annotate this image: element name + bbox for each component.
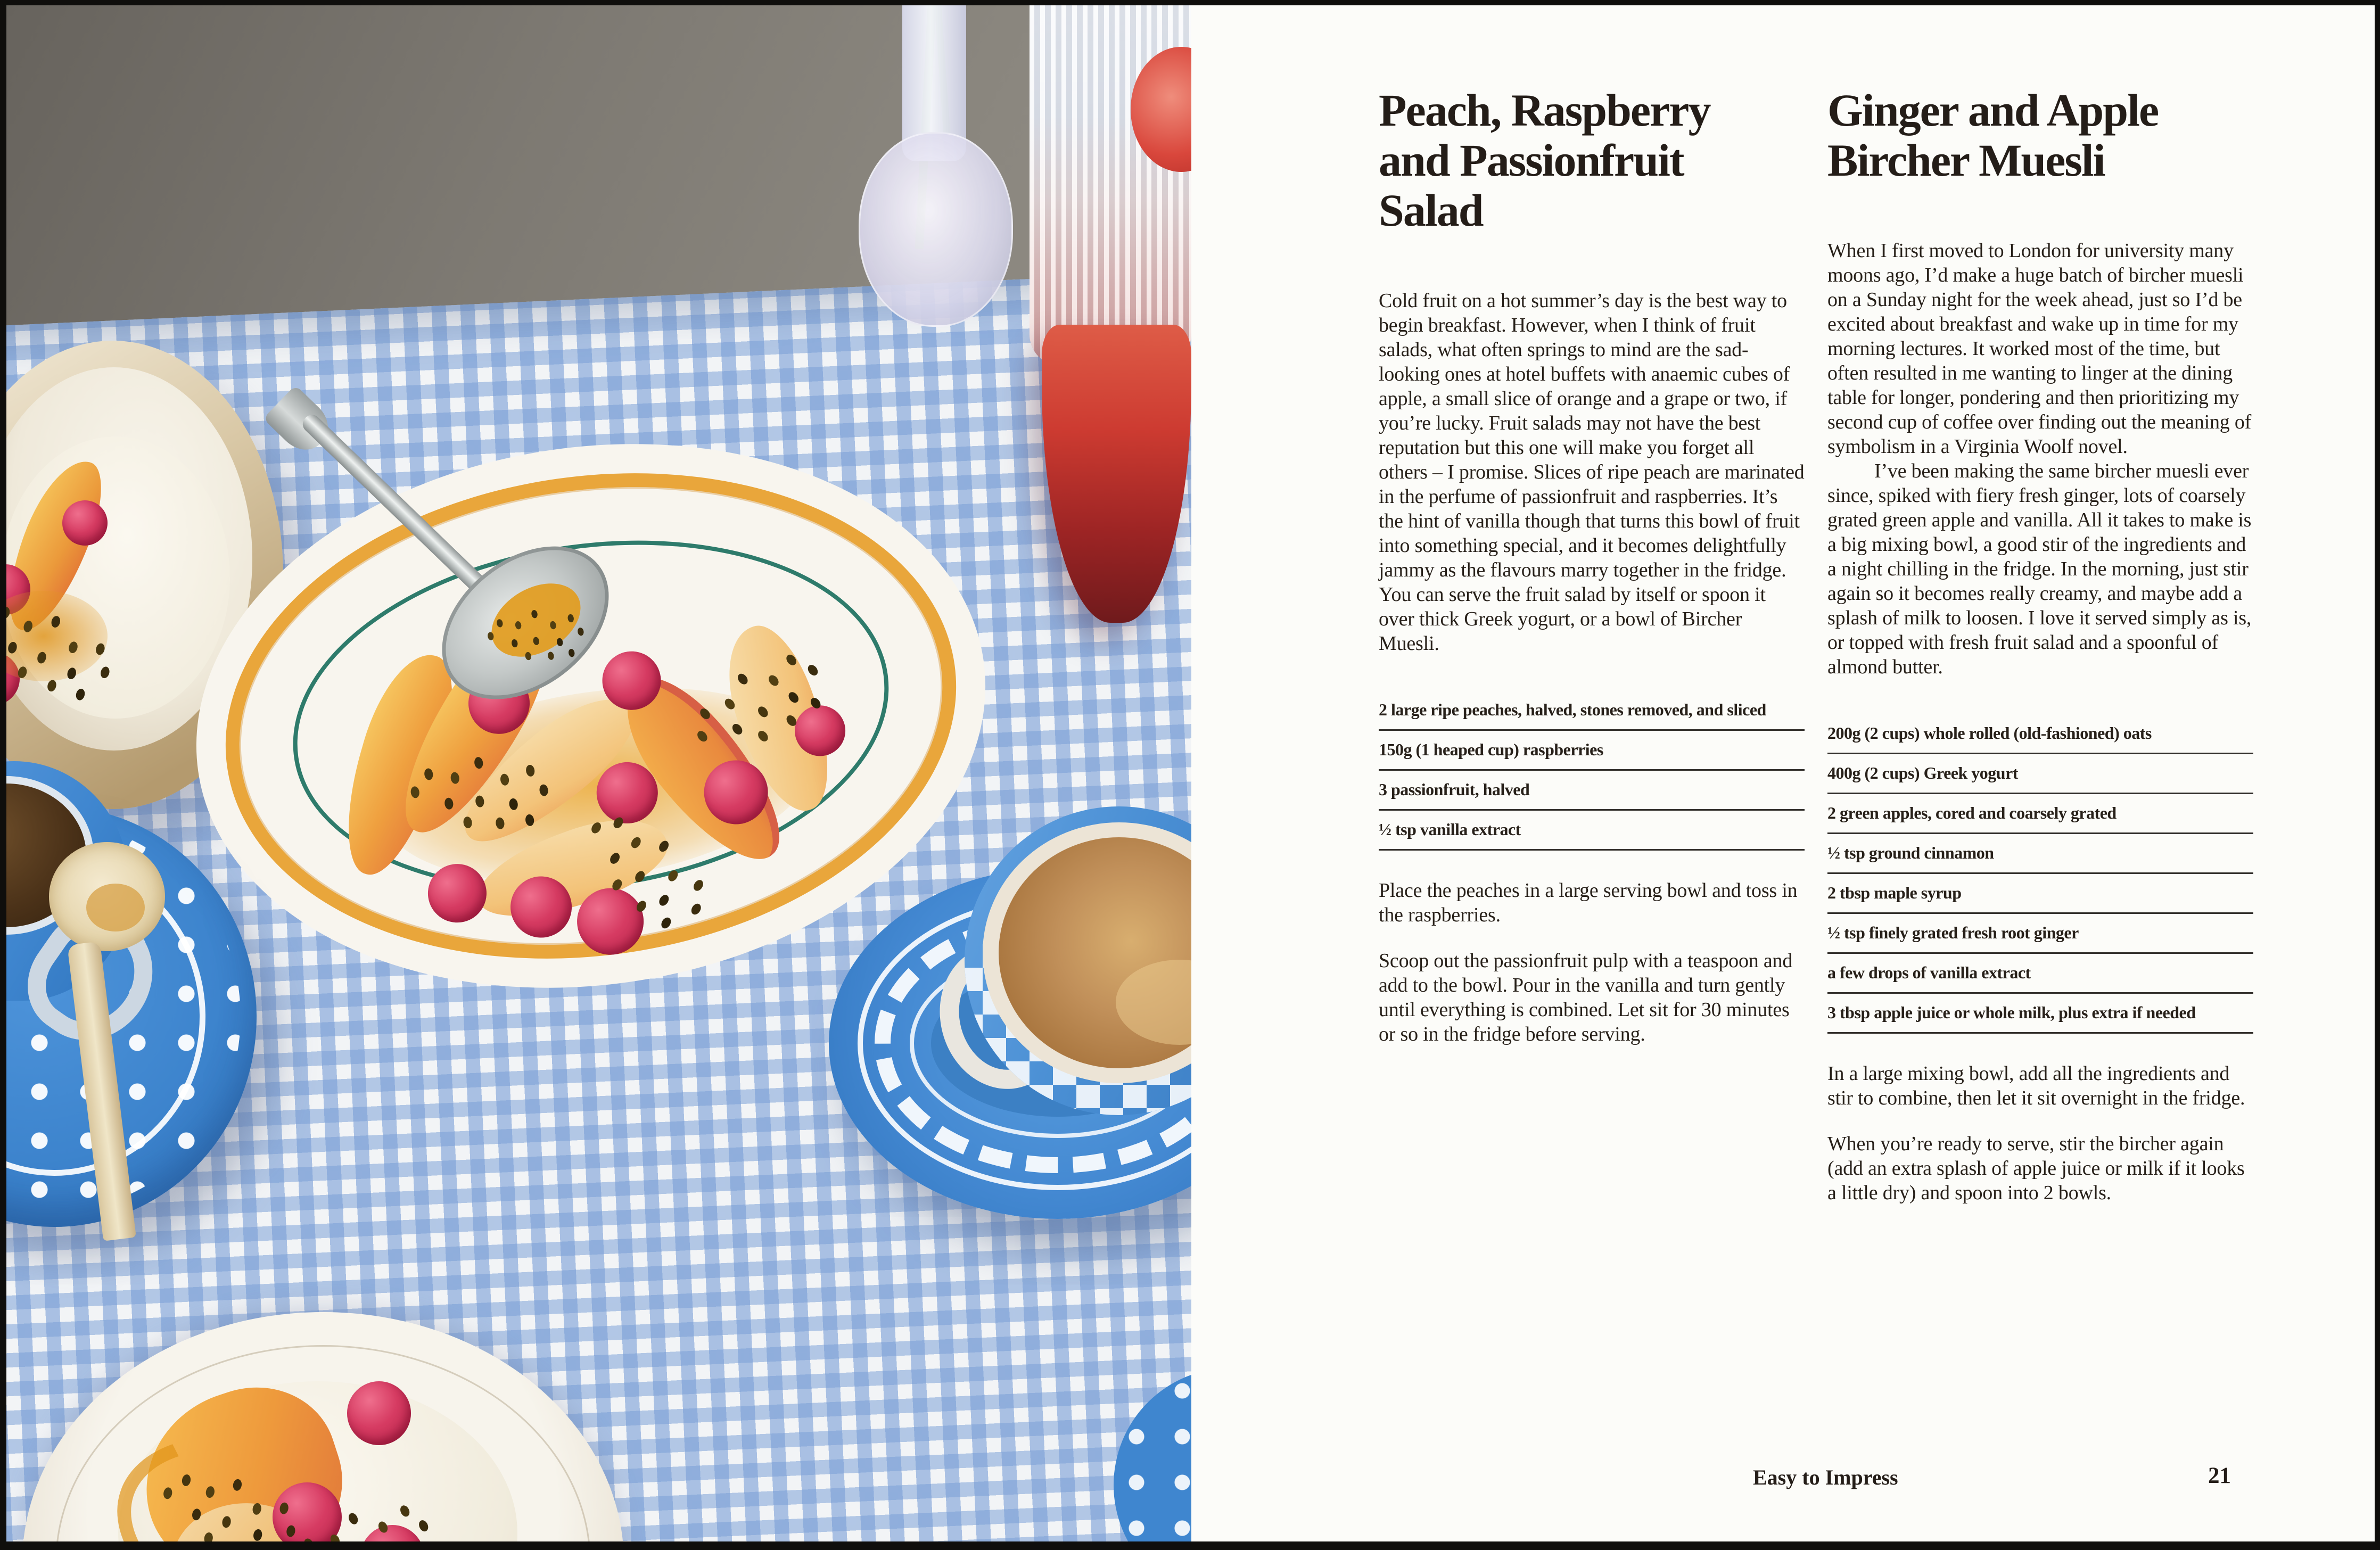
ingredient-item: 150g (1 heaped cup) raspberries [1379, 731, 1805, 771]
recipe-intro [1827, 238, 2253, 679]
title-line: Ginger and Apple [1827, 85, 2159, 136]
vase-bulb [859, 132, 1013, 327]
title-line: Peach, Raspberry [1379, 85, 1710, 136]
passionfruit-seeds [496, 619, 504, 628]
ingredient-item: 2 large ripe peaches, halved, stones removed, and sliced [1379, 691, 1805, 731]
ingredient-item: ½ tsp vanilla extract [1379, 811, 1805, 851]
raspberry [347, 1381, 411, 1445]
recipe-intro [1379, 288, 1805, 656]
ingredient-item: 2 green apples, cored and coarsely grated [1827, 794, 2253, 834]
ingredient-item: 3 tbsp apple juice or whole milk, plus extra if needed [1827, 994, 2253, 1034]
coffee-glare [1116, 960, 1191, 1045]
ingredients-list [1379, 691, 1805, 851]
footer-page-number: 21 [2208, 1463, 2231, 1488]
ingredient-item: a few drops of vanilla extract [1827, 954, 2253, 994]
ingredients-list [1827, 714, 2253, 1034]
cookbook-spread [6, 5, 2375, 1541]
ingredient-item: ½ tsp ground cinnamon [1827, 834, 2253, 874]
title-line: Bircher Muesli [1827, 135, 2105, 186]
intro-paragraph: Cold fruit on a hot summer’s day is the best way to begin breakfast. However, when I think of fruit salads, what often springs to mind are the sad-looking ones at hotel buffets with anaemic cubes of apple, a small slice of orange and a grape or two, if you’re lucky. Fruit salads may not have the best reputation but this one will make you forget all others – I promise. Slices of ripe peach are marinated in the perfume of passionfruit and raspberries. It’s the hint of vanilla though that turns this bowl of fruit into something special, and it becomes delightfully jammy as the flavours marry together in the fridge. You can serve the fruit salad by itself or spoon it over thick Greek yogurt, or a bowl of Bircher Muesli. [1379, 290, 1805, 655]
food-photograph [6, 5, 1191, 1541]
recipe-column-left [1379, 85, 1805, 1068]
method-paragraph: Place the peaches in a large serving bowl and toss in the raspberries. [1379, 879, 1798, 926]
method-steps [1379, 878, 1805, 1046]
ribbed-glass-jug [1030, 5, 1191, 366]
method-steps [1827, 1061, 2253, 1205]
ingredient-item: 3 passionfruit, halved [1379, 771, 1805, 811]
ingredient-item: 200g (2 cups) whole rolled (old-fashioned) oats [1827, 714, 2253, 754]
recipe-title [1827, 85, 2253, 185]
title-line: and Passionfruit [1379, 135, 1684, 186]
spoon-coffee-stain [86, 884, 145, 931]
footer-section-label: Easy to Impress [1753, 1465, 1898, 1489]
title-line: Salad [1379, 185, 1483, 236]
method-paragraph: When you’re ready to serve, stir the bircher again (add an extra splash of apple juice or milk if it looks a little dry) and spoon into 2 bowls. [1827, 1133, 2245, 1204]
recipe-column-right [1827, 85, 2253, 1226]
method-paragraph: In a large mixing bowl, add all the ingredients and stir to combine, then let it sit overnight in the fridge. [1827, 1062, 2245, 1109]
ingredient-item: 400g (2 cups) Greek yogurt [1827, 754, 2253, 794]
ingredient-item: 2 tbsp maple syrup [1827, 874, 2253, 914]
intro-paragraph: I’ve been making the same bircher muesli ever since, spiked with fiery fresh ginger, lots of coarsely grated green apple and vanilla. All it takes to make is a big mixing bowl, a good stir of the ingredients and a night chilling in the fridge. In the morning, just stir again so it becomes really creamy, and maybe add a splash of milk to loosen. I love it served simply as is, or topped with fresh fruit salad and a spoonful of almond butter. [1827, 460, 2252, 678]
intro-paragraph: When I first moved to London for university many moons ago, I’d make a huge batch of bircher muesli on a Sunday night for the week ahead, just so I’d be excited about breakfast and wake up in time for my morning lectures. It worked most of the time, but often resulted in me wanting to linger at the dining table for longer, pondering and then prioritizing my second cup of coffee over finding out the meaning of symbolism in a Virginia Woolf novel. [1827, 240, 2252, 458]
glass-bud-vase [859, 5, 1010, 326]
raspberry [62, 500, 108, 546]
ingredient-item: ½ tsp finely grated fresh root ginger [1827, 914, 2253, 954]
recipe-title [1379, 85, 1805, 235]
method-paragraph: Scoop out the passionfruit pulp with a teaspoon and add to the bowl. Pour in the vanilla and turn gently until everything is combined. Let sit for 30 minutes or so in the fridge before serving. [1379, 950, 1793, 1045]
